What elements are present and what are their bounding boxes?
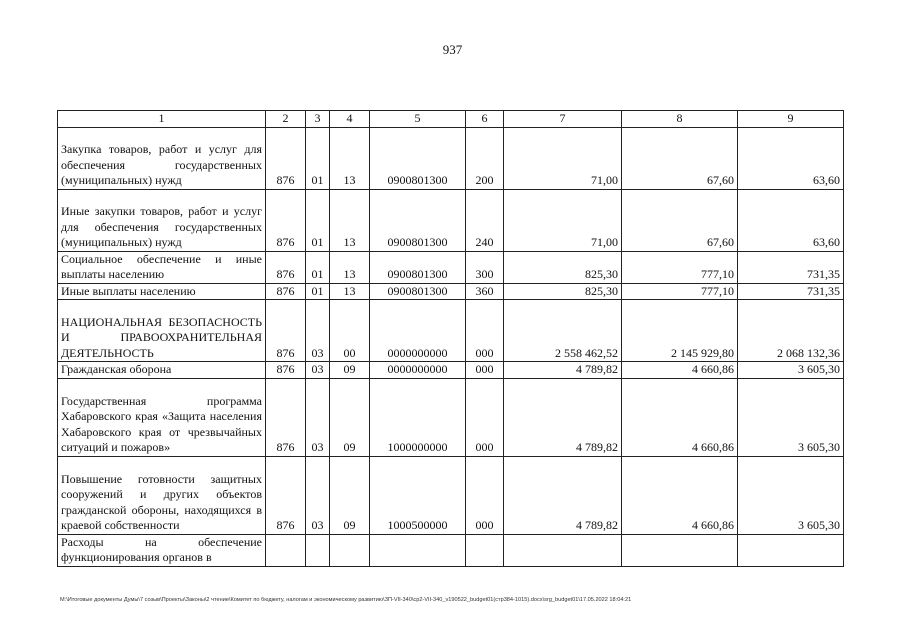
amount-year3-cell bbox=[738, 534, 844, 566]
ministry-code-cell bbox=[266, 534, 306, 566]
section-code-cell: 03 bbox=[306, 378, 330, 456]
amount-year1-cell: 4 789,82 bbox=[504, 456, 622, 534]
amount-year2-cell bbox=[622, 534, 738, 566]
amount-year1-cell: 71,00 bbox=[504, 127, 622, 189]
expense-type-cell: 000 bbox=[466, 362, 504, 379]
table-row bbox=[58, 283, 844, 300]
column-header: 9 bbox=[738, 111, 844, 128]
amount-year3-cell: 731,35 bbox=[738, 283, 844, 300]
column-header: 4 bbox=[330, 111, 370, 128]
row-name-cell: Иные закупки товаров, работ и услуг для обеспечения государственных (муниципальных) нужд bbox=[58, 189, 266, 251]
ministry-code-cell: 876 bbox=[266, 189, 306, 251]
amount-year3-cell: 3 605,30 bbox=[738, 456, 844, 534]
target-article-cell: 1000000000 bbox=[370, 378, 466, 456]
section-code-cell bbox=[306, 534, 330, 566]
expense-type-cell: 300 bbox=[466, 251, 504, 283]
target-article-cell: 0900801300 bbox=[370, 189, 466, 251]
document-path-footer: M:\Итоговые документы Думы\7 созыв\Проекты\Законы\2 чтение\Комитет по бюджету, налогам и экономическому развитию\ЗП-VII-340\cp2-VII-340_v190522_budget01(стр384-1015).docx\srg_budget01\17.05.2022 18:04:21 bbox=[60, 597, 632, 603]
subsection-code-cell: 13 bbox=[330, 189, 370, 251]
target-article-cell: 1000500000 bbox=[370, 456, 466, 534]
subsection-code-cell: 13 bbox=[330, 127, 370, 189]
table-row bbox=[58, 378, 844, 456]
amount-year3-cell: 63,60 bbox=[738, 127, 844, 189]
subsection-code-cell: 13 bbox=[330, 283, 370, 300]
expense-type-cell: 240 bbox=[466, 189, 504, 251]
column-header: 8 bbox=[622, 111, 738, 128]
ministry-code-cell: 876 bbox=[266, 300, 306, 362]
amount-year1-cell: 4 789,82 bbox=[504, 378, 622, 456]
column-header: 3 bbox=[306, 111, 330, 128]
expense-type-cell: 000 bbox=[466, 378, 504, 456]
amount-year3-cell: 2 068 132,36 bbox=[738, 300, 844, 362]
target-article-cell: 0900801300 bbox=[370, 251, 466, 283]
expense-type-cell: 000 bbox=[466, 456, 504, 534]
expense-type-cell: 200 bbox=[466, 127, 504, 189]
row-name-cell: Социальное обеспечение и иные выплаты населению bbox=[58, 251, 266, 283]
section-code-cell: 03 bbox=[306, 456, 330, 534]
target-article-cell: 0900801300 bbox=[370, 283, 466, 300]
table-row bbox=[58, 189, 844, 251]
amount-year2-cell: 4 660,86 bbox=[622, 362, 738, 379]
row-name-cell: НАЦИОНАЛЬНАЯ БЕЗОПАСНОСТЬ И ПРАВООХРАНИТЕЛЬНАЯ ДЕЯТЕЛЬНОСТЬ bbox=[58, 300, 266, 362]
amount-year1-cell: 4 789,82 bbox=[504, 362, 622, 379]
amount-year1-cell: 825,30 bbox=[504, 251, 622, 283]
column-header: 1 bbox=[58, 111, 266, 128]
subsection-code-cell: 13 bbox=[330, 251, 370, 283]
table-row bbox=[58, 251, 844, 283]
amount-year3-cell: 3 605,30 bbox=[738, 378, 844, 456]
row-name-cell: Гражданская оборона bbox=[58, 362, 266, 379]
target-article-cell bbox=[370, 534, 466, 566]
table-row bbox=[58, 456, 844, 534]
amount-year2-cell: 67,60 bbox=[622, 127, 738, 189]
section-code-cell: 01 bbox=[306, 251, 330, 283]
amount-year2-cell: 777,10 bbox=[622, 251, 738, 283]
budget-table bbox=[57, 110, 844, 567]
expense-type-cell bbox=[466, 534, 504, 566]
amount-year2-cell: 4 660,86 bbox=[622, 456, 738, 534]
subsection-code-cell bbox=[330, 534, 370, 566]
amount-year3-cell: 3 605,30 bbox=[738, 362, 844, 379]
target-article-cell: 0900801300 bbox=[370, 127, 466, 189]
ministry-code-cell: 876 bbox=[266, 127, 306, 189]
column-header: 6 bbox=[466, 111, 504, 128]
target-article-cell: 0000000000 bbox=[370, 362, 466, 379]
table-row bbox=[58, 362, 844, 379]
ministry-code-cell: 876 bbox=[266, 283, 306, 300]
amount-year3-cell: 63,60 bbox=[738, 189, 844, 251]
target-article-cell: 0000000000 bbox=[370, 300, 466, 362]
ministry-code-cell: 876 bbox=[266, 251, 306, 283]
row-name-cell: Иные выплаты населению bbox=[58, 283, 266, 300]
subsection-code-cell: 09 bbox=[330, 378, 370, 456]
table-row bbox=[58, 127, 844, 189]
ministry-code-cell: 876 bbox=[266, 362, 306, 379]
column-header: 7 bbox=[504, 111, 622, 128]
amount-year1-cell: 71,00 bbox=[504, 189, 622, 251]
section-code-cell: 03 bbox=[306, 300, 330, 362]
section-code-cell: 01 bbox=[306, 189, 330, 251]
amount-year2-cell: 67,60 bbox=[622, 189, 738, 251]
table-row bbox=[58, 300, 844, 362]
column-header: 2 bbox=[266, 111, 306, 128]
row-name-cell: Государственная программа Хабаровского края «Защита населения Хабаровского края от чрезвычайных ситуаций и пожаров» bbox=[58, 378, 266, 456]
ministry-code-cell: 876 bbox=[266, 456, 306, 534]
amount-year3-cell: 731,35 bbox=[738, 251, 844, 283]
section-code-cell: 01 bbox=[306, 127, 330, 189]
amount-year2-cell: 2 145 929,80 bbox=[622, 300, 738, 362]
row-name-cell: Закупка товаров, работ и услуг для обеспечения государственных (муниципальных) нужд bbox=[58, 127, 266, 189]
column-number-header-row bbox=[58, 111, 844, 128]
ministry-code-cell: 876 bbox=[266, 378, 306, 456]
expense-type-cell: 360 bbox=[466, 283, 504, 300]
expense-type-cell: 000 bbox=[466, 300, 504, 362]
amount-year2-cell: 4 660,86 bbox=[622, 378, 738, 456]
column-header: 5 bbox=[370, 111, 466, 128]
row-name-cell: Повышение готовности защитных сооружений и других объектов гражданской обороны, находящихся в краевой собственности bbox=[58, 456, 266, 534]
section-code-cell: 03 bbox=[306, 362, 330, 379]
amount-year1-cell bbox=[504, 534, 622, 566]
amount-year2-cell: 777,10 bbox=[622, 283, 738, 300]
page-number: 937 bbox=[442, 42, 463, 57]
amount-year1-cell: 2 558 462,52 bbox=[504, 300, 622, 362]
subsection-code-cell: 00 bbox=[330, 300, 370, 362]
subsection-code-cell: 09 bbox=[330, 362, 370, 379]
section-code-cell: 01 bbox=[306, 283, 330, 300]
table-row bbox=[58, 534, 844, 566]
subsection-code-cell: 09 bbox=[330, 456, 370, 534]
amount-year1-cell: 825,30 bbox=[504, 283, 622, 300]
row-name-cell: Расходы на обеспечение функционирования органов в bbox=[58, 534, 266, 566]
